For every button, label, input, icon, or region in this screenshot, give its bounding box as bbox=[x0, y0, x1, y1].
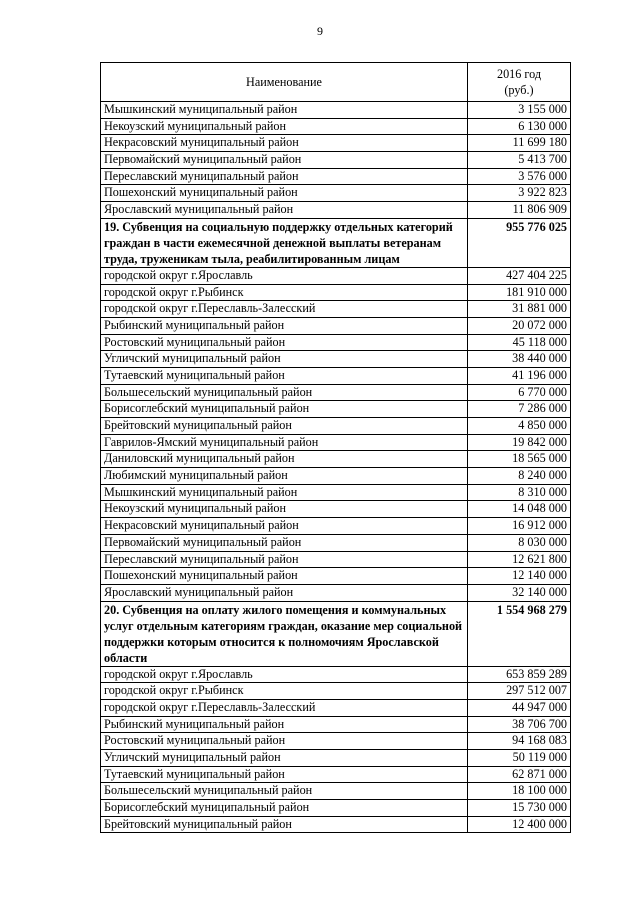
table-row bbox=[101, 699, 571, 716]
table-row bbox=[101, 384, 571, 401]
table-row bbox=[101, 716, 571, 733]
table-row bbox=[101, 518, 571, 535]
table-row bbox=[101, 683, 571, 700]
section-row-19 bbox=[101, 218, 571, 267]
section-title: 20. Субвенция на оплату жилого помещения и коммунальных услуг отдельным категориям граждан, оказание мер социальной поддержки которым относится к полномочиям Ярославской области bbox=[101, 601, 468, 666]
row-name: Мышкинский муниципальный район bbox=[101, 102, 468, 119]
page-number: 9 bbox=[317, 24, 323, 38]
row-name: Ярославский муниципальный район bbox=[101, 202, 468, 219]
table-row bbox=[101, 750, 571, 767]
row-amount: 44 947 000 bbox=[468, 699, 571, 716]
table-row bbox=[101, 584, 571, 601]
row-name: Рыбинский муниципальный район bbox=[101, 317, 468, 334]
row-amount: 8 240 000 bbox=[468, 468, 571, 485]
table-row bbox=[101, 284, 571, 301]
row-name: Переславский муниципальный район bbox=[101, 168, 468, 185]
table-row bbox=[101, 152, 571, 169]
row-name: Ростовский муниципальный район bbox=[101, 334, 468, 351]
row-amount: 181 910 000 bbox=[468, 284, 571, 301]
row-name: Первомайский муниципальный район bbox=[101, 152, 468, 169]
row-amount: 38 706 700 bbox=[468, 716, 571, 733]
column-header-year: 2016 год bbox=[496, 67, 542, 81]
row-amount: 38 440 000 bbox=[468, 351, 571, 368]
table-row bbox=[101, 351, 571, 368]
section-row-20 bbox=[101, 601, 571, 666]
table-row bbox=[101, 783, 571, 800]
section-amount: 1 554 968 279 bbox=[468, 601, 571, 666]
row-amount: 4 850 000 bbox=[468, 418, 571, 435]
table-row bbox=[101, 135, 571, 152]
row-name: Борисоглебский муниципальный район bbox=[101, 800, 468, 817]
row-amount: 11 699 180 bbox=[468, 135, 571, 152]
row-name: городской округ г.Переславль-Залесский bbox=[101, 301, 468, 318]
row-amount: 12 140 000 bbox=[468, 568, 571, 585]
table-row bbox=[101, 534, 571, 551]
table-row bbox=[101, 317, 571, 334]
table-row bbox=[101, 434, 571, 451]
table-body bbox=[101, 102, 571, 833]
table-row bbox=[101, 301, 571, 318]
table-row bbox=[101, 800, 571, 817]
table-row bbox=[101, 202, 571, 219]
row-amount: 3 576 000 bbox=[468, 168, 571, 185]
row-name: городской округ г.Ярославль bbox=[101, 267, 468, 284]
row-name: Любимский муниципальный район bbox=[101, 468, 468, 485]
row-amount: 31 881 000 bbox=[468, 301, 571, 318]
column-header-name: Наименование bbox=[101, 63, 468, 102]
row-name: Некоузский муниципальный район bbox=[101, 118, 468, 135]
row-name: Большесельский муниципальный район bbox=[101, 783, 468, 800]
table-row bbox=[101, 334, 571, 351]
row-name: Ростовский муниципальный район bbox=[101, 733, 468, 750]
row-amount: 8 310 000 bbox=[468, 484, 571, 501]
table-row bbox=[101, 468, 571, 485]
row-amount: 11 806 909 bbox=[468, 202, 571, 219]
row-amount: 19 842 000 bbox=[468, 434, 571, 451]
row-name: Брейтовский муниципальный район bbox=[101, 816, 468, 833]
column-header-unit: (руб.) bbox=[504, 83, 534, 97]
row-name: Тутаевский муниципальный район bbox=[101, 766, 468, 783]
table-row bbox=[101, 401, 571, 418]
table-row bbox=[101, 816, 571, 833]
section-title: 19. Субвенция на социальную поддержку отдельных категорий граждан в части ежемесячной денежной выплаты ветеранам труда, труженикам тыла, реабилитированным лицам bbox=[101, 218, 468, 267]
row-amount: 15 730 000 bbox=[468, 800, 571, 817]
row-name: Некоузский муниципальный район bbox=[101, 501, 468, 518]
row-amount: 20 072 000 bbox=[468, 317, 571, 334]
row-amount: 7 286 000 bbox=[468, 401, 571, 418]
table-row bbox=[101, 501, 571, 518]
row-name: городской округ г.Переславль-Залесский bbox=[101, 699, 468, 716]
row-amount: 653 859 289 bbox=[468, 666, 571, 683]
row-name: Первомайский муниципальный район bbox=[101, 534, 468, 551]
row-name: Некрасовский муниципальный район bbox=[101, 135, 468, 152]
row-amount: 18 565 000 bbox=[468, 451, 571, 468]
row-amount: 8 030 000 bbox=[468, 534, 571, 551]
row-name: Гаврилов-Ямский муниципальный район bbox=[101, 434, 468, 451]
table-row bbox=[101, 568, 571, 585]
row-amount: 14 048 000 bbox=[468, 501, 571, 518]
table-row bbox=[101, 418, 571, 435]
row-name: Угличский муниципальный район bbox=[101, 351, 468, 368]
row-name: Мышкинский муниципальный район bbox=[101, 484, 468, 501]
row-name: Ярославский муниципальный район bbox=[101, 584, 468, 601]
row-amount: 297 512 007 bbox=[468, 683, 571, 700]
row-name: Тутаевский муниципальный район bbox=[101, 367, 468, 384]
table-row bbox=[101, 666, 571, 683]
row-name: Рыбинский муниципальный район bbox=[101, 716, 468, 733]
row-name: Угличский муниципальный район bbox=[101, 750, 468, 767]
row-name: городской округ г.Рыбинск bbox=[101, 284, 468, 301]
row-amount: 12 400 000 bbox=[468, 816, 571, 833]
row-amount: 45 118 000 bbox=[468, 334, 571, 351]
table-row bbox=[101, 102, 571, 119]
table-header-row bbox=[101, 63, 571, 102]
row-name: Большесельский муниципальный район bbox=[101, 384, 468, 401]
row-amount: 12 621 800 bbox=[468, 551, 571, 568]
row-amount: 5 413 700 bbox=[468, 152, 571, 169]
table-row bbox=[101, 367, 571, 384]
column-header-amount bbox=[468, 63, 571, 102]
row-name: городской округ г.Ярославль bbox=[101, 666, 468, 683]
section-amount: 955 776 025 bbox=[468, 218, 571, 267]
row-amount: 3 922 823 bbox=[468, 185, 571, 202]
table-row bbox=[101, 451, 571, 468]
row-amount: 41 196 000 bbox=[468, 367, 571, 384]
table-row bbox=[101, 551, 571, 568]
table-row bbox=[101, 484, 571, 501]
row-name: городской округ г.Рыбинск bbox=[101, 683, 468, 700]
row-name: Пошехонский муниципальный район bbox=[101, 185, 468, 202]
table-row bbox=[101, 733, 571, 750]
row-amount: 94 168 083 bbox=[468, 733, 571, 750]
row-amount: 16 912 000 bbox=[468, 518, 571, 535]
budget-table bbox=[100, 62, 571, 833]
row-amount: 3 155 000 bbox=[468, 102, 571, 119]
row-amount: 50 119 000 bbox=[468, 750, 571, 767]
row-amount: 32 140 000 bbox=[468, 584, 571, 601]
table-row bbox=[101, 267, 571, 284]
row-amount: 6 770 000 bbox=[468, 384, 571, 401]
row-name: Брейтовский муниципальный район bbox=[101, 418, 468, 435]
row-amount: 62 871 000 bbox=[468, 766, 571, 783]
row-amount: 6 130 000 bbox=[468, 118, 571, 135]
table-row bbox=[101, 185, 571, 202]
row-name: Переславский муниципальный район bbox=[101, 551, 468, 568]
row-name: Некрасовский муниципальный район bbox=[101, 518, 468, 535]
row-name: Пошехонский муниципальный район bbox=[101, 568, 468, 585]
table-row bbox=[101, 168, 571, 185]
row-name: Борисоглебский муниципальный район bbox=[101, 401, 468, 418]
table-row bbox=[101, 118, 571, 135]
row-amount: 427 404 225 bbox=[468, 267, 571, 284]
row-name: Даниловский муниципальный район bbox=[101, 451, 468, 468]
table-row bbox=[101, 766, 571, 783]
row-amount: 18 100 000 bbox=[468, 783, 571, 800]
